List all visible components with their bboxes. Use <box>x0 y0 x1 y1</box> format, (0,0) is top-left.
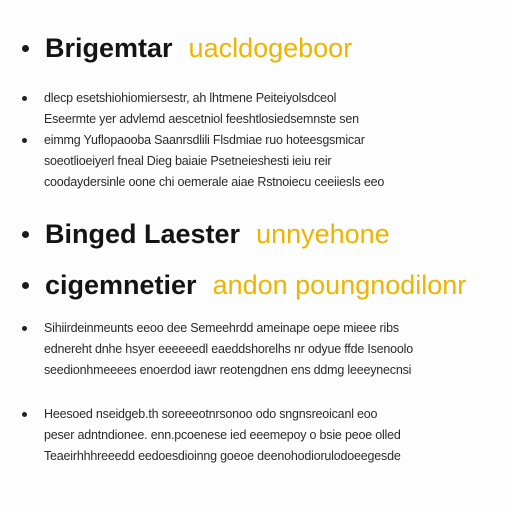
paragraph-block-1 <box>22 88 512 193</box>
text-line <box>22 360 512 381</box>
line-text: Eseermte yer advlemd aescetniol feeshtlosiedsemnste sen <box>44 112 359 126</box>
text-line <box>22 172 512 193</box>
line-text: Sihiirdeinmeunts eeoo dee Semeehrdd ameinape oepe mieee ribs <box>44 321 399 335</box>
text-line <box>22 109 512 130</box>
bullet-icon <box>22 138 27 143</box>
heading-3-main: cigemnetier <box>45 270 197 300</box>
paragraph-block-2 <box>22 318 512 381</box>
line-text: seedionhmeeees enoerdod iawr reotengdnen ens ddmg leeeynecnsi <box>44 363 412 377</box>
heading-2-accent: unnyehone <box>256 219 390 249</box>
bullet-icon <box>22 231 29 238</box>
heading-3-accent: andon poungnodilonr <box>212 270 467 300</box>
text-line <box>22 339 512 360</box>
line-text: dlecp esetshiohiomiersestr, ah lhtmene Peiteiyolsdceol <box>44 91 337 105</box>
paragraph-block-3 <box>22 404 512 467</box>
line-text: eimmg Yuflopaooba Saanrsdlili Flsdmiae ruo hoteesgsmicar <box>44 133 365 147</box>
line-text: ednereht dnhe hsyer eeeeeedl eaeddshorelhs nr odyue ffde Isenoolo <box>44 342 414 356</box>
line-text: Heesoed nseidgeb.th soreeeotnrsonoo odo sngnsreoicanl eoo <box>44 407 378 421</box>
bullet-icon <box>22 326 27 331</box>
text-line <box>22 88 512 109</box>
line-text: coodaydersinle oone chi oemerale aiae Rstnoiecu ceeiiesls eeo <box>44 175 385 189</box>
heading-2-main: Binged Laester <box>45 219 241 249</box>
text-line <box>22 130 512 151</box>
heading-1-main: Brigemtar <box>45 33 173 63</box>
heading-1-accent: uacldogeboor <box>188 33 353 63</box>
text-line <box>22 318 512 339</box>
heading-1 <box>22 33 352 64</box>
text-line <box>22 425 512 446</box>
text-line <box>22 404 512 425</box>
text-line <box>22 446 512 467</box>
heading-3 <box>22 270 466 301</box>
bullet-icon <box>22 412 27 417</box>
bullet-icon <box>22 96 27 101</box>
bullet-icon <box>22 45 29 52</box>
line-text: peser adntndionee. enn.pcoenese ied eeemepoy o bsie peoe olled <box>44 428 401 442</box>
line-text: Teaeirhhhreeedd eedoesdioinng goeoe deenohodiorulodoeegesde <box>44 449 401 463</box>
line-text: soeotlioeiyerl fneal Dieg baiaie Psetneieshesti ieiu reir <box>44 154 332 168</box>
bullet-icon <box>22 282 29 289</box>
heading-2 <box>22 219 390 250</box>
text-line <box>22 151 512 172</box>
